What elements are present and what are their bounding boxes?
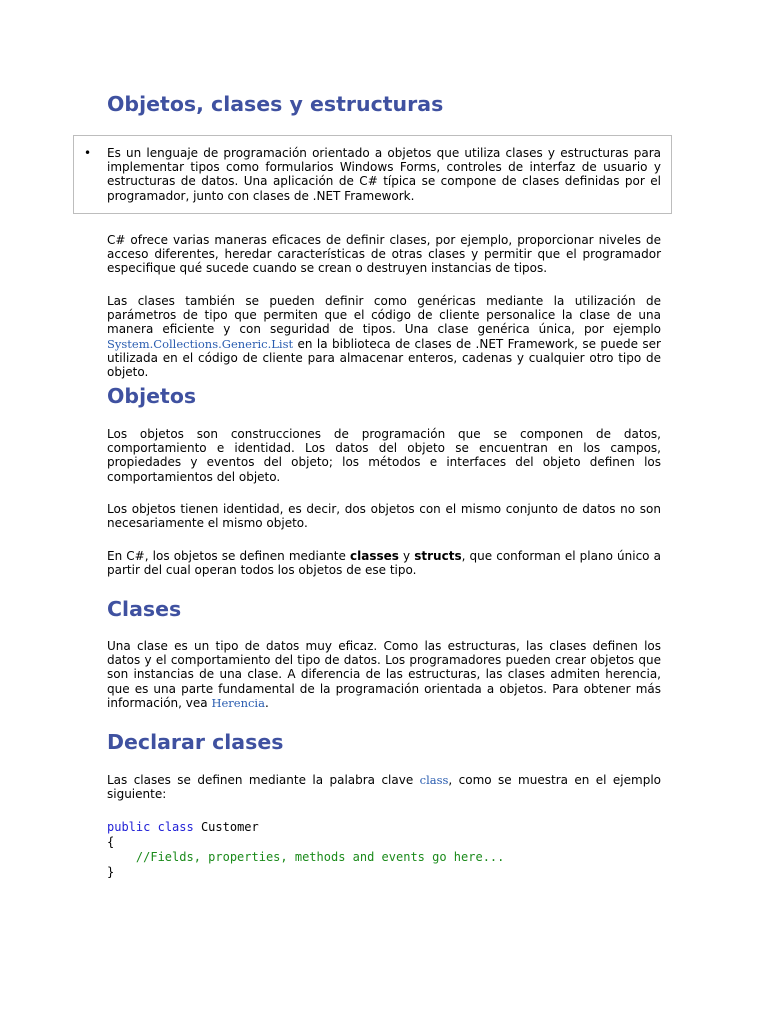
generic-list-link[interactable]: System.Collections.Generic.List bbox=[107, 336, 294, 351]
text-run: , como se muestra en el ejemplo siguiente: bbox=[107, 773, 661, 802]
declarar-paragraph bbox=[107, 773, 661, 801]
clases-paragraph bbox=[107, 639, 661, 710]
text-run: y bbox=[398, 549, 415, 563]
text-run: En C#, los objetos se definen mediante bbox=[107, 549, 351, 563]
objetos-paragraph-1: Los objetos son construcciones de programación que se componen de datos, comportamiento e identidad. Los datos del objeto se encuentran en los campos, propiedades y eventos del objeto; los métodos e interfaces del objeto definen los comportamientos del objeto. bbox=[107, 427, 661, 484]
section-heading-clases: Clases bbox=[107, 597, 182, 621]
code-keyword-class: class bbox=[157, 820, 194, 834]
objetos-paragraph-2: Los objetos tienen identidad, es decir, dos objetos con el mismo conjunto de datos no son necesariamente el mismo objeto. bbox=[107, 502, 661, 531]
section-heading-declarar-clases: Declarar clases bbox=[107, 730, 284, 754]
section-heading-objetos: Objetos bbox=[107, 384, 197, 408]
text-run: Las clases se definen mediante la palabra clave bbox=[107, 773, 420, 787]
code-open-brace: { bbox=[107, 835, 115, 849]
code-close-brace: } bbox=[107, 865, 115, 879]
code-comment: //Fields, properties, methods and events go here... bbox=[135, 850, 505, 864]
bold-term-classes: classes bbox=[350, 549, 399, 563]
objetos-paragraph-3 bbox=[107, 549, 661, 577]
text-run: . bbox=[264, 695, 269, 710]
intro-paragraph-1: C# ofrece varias maneras eficaces de definir clases, por ejemplo, proporcionar niveles de acceso diferentes, heredar características de otras clases y permitir que el programador especifique qué sucede cuando se crean o destruyen instancias de tipos. bbox=[107, 233, 661, 276]
intro-paragraph-2 bbox=[107, 294, 661, 379]
text-run: , que conforman el plano único a partir del cual operan todos los objetos de ese tipo. bbox=[107, 549, 661, 578]
text-run: Una clase es un tipo de datos muy eficaz. Como las estructuras, las clases definen los datos y el comportamiento del tipo de datos. Los programadores pueden crear objetos que son instancias de una clase. A diferencia de las estructuras, las clases admiten herencia, que es una parte fundamental de la programación orientada a objetos. Para obtener más información, vea bbox=[107, 639, 661, 710]
bullet-icon: • bbox=[84, 146, 92, 160]
page-title: Objetos, clases y estructuras bbox=[107, 92, 444, 116]
class-keyword-link[interactable]: class bbox=[419, 773, 449, 787]
text-run: Las clases también se pueden definir como genéricas mediante la utilización de parámetros de tipo que permiten que el código de cliente personalice la clase de una manera eficiente y con seguridad de tipos. Una clase genérica única, por ejemplo bbox=[107, 294, 661, 337]
bold-term-structs: structs bbox=[414, 549, 462, 563]
code-sample bbox=[107, 820, 504, 880]
code-class-name: Customer bbox=[200, 820, 259, 834]
herencia-link[interactable]: Herencia bbox=[211, 695, 265, 710]
text-run: en la biblioteca de clases de .NET Framework, se puede ser utilizada en el código de cliente para almacenar enteros, cadenas y cualquier otro tipo de objeto. bbox=[107, 336, 661, 380]
code-keyword-public: public bbox=[107, 820, 151, 834]
summary-box bbox=[73, 135, 672, 214]
summary-text: Es un lenguaje de programación orientado a objetos que utiliza clases y estructuras para implementar tipos como formularios Windows Forms, controles de interfaz de usuario y estructuras de datos. Una aplicación de C# típica se compone de clases definidas por el programador, junto con clases de .NET Framework. bbox=[107, 146, 661, 203]
